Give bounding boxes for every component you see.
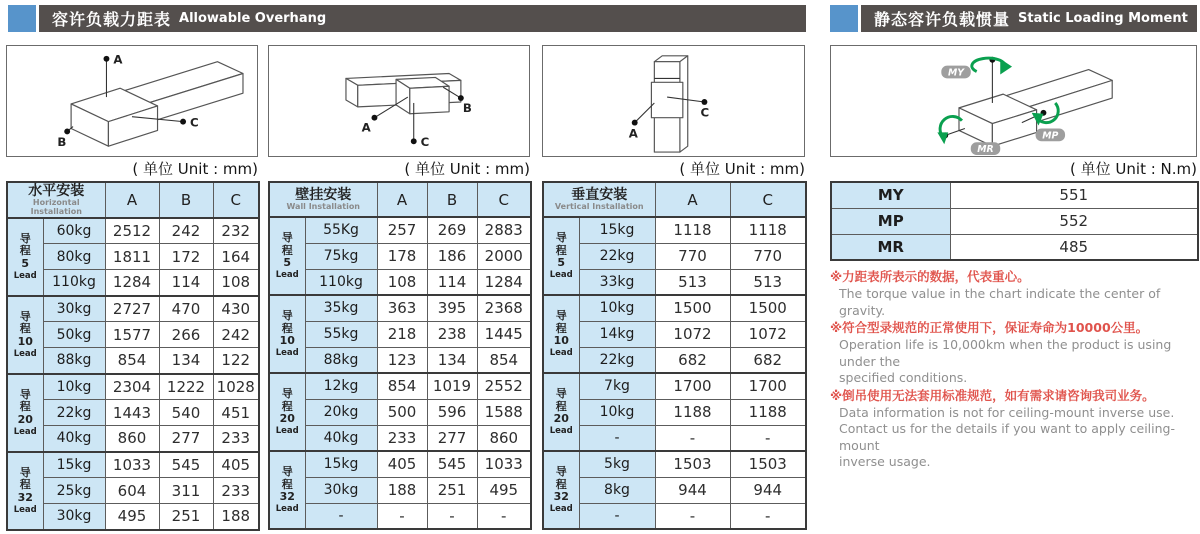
column-header-a: A [655, 182, 730, 217]
value-cell: 108 [377, 269, 427, 295]
table-row [543, 399, 806, 425]
column-header-c: C [213, 182, 259, 218]
note-zh: ※力距表所表示的数据，代表重心。 [830, 269, 1030, 284]
value-cell: 1072 [730, 321, 806, 347]
moment-name-cell: MR [831, 234, 950, 260]
table-row [543, 217, 806, 243]
table-row [543, 425, 806, 451]
value-cell: 257 [377, 217, 427, 243]
value-cell: 395 [427, 295, 477, 321]
value-cell: 513 [655, 269, 730, 295]
moment-name-cell: MP [831, 208, 950, 234]
value-cell: 596 [427, 399, 477, 425]
value-cell: - [477, 503, 531, 529]
value-cell: 123 [377, 347, 427, 373]
wall-rail-drawing [269, 46, 529, 156]
overhang-table [542, 181, 807, 530]
point-c-label: C [700, 105, 710, 120]
horizontal-install-diagram [6, 45, 258, 157]
load-cell: 8kg [579, 477, 655, 503]
allowable-overhang-header [8, 5, 806, 32]
moment-value-cell: 552 [950, 208, 1198, 234]
value-cell: 114 [159, 270, 213, 296]
load-cell: - [579, 425, 655, 451]
column-header-b: B [159, 182, 213, 218]
point-b-dot [64, 129, 70, 135]
value-cell: 470 [159, 296, 213, 322]
value-cell: - [427, 503, 477, 529]
lead-group-label: 导 程 20 Lead [269, 373, 305, 451]
value-cell: 251 [159, 504, 213, 530]
value-cell: 495 [477, 477, 531, 503]
value-cell: 172 [159, 244, 213, 270]
horizontal-rail-drawing [7, 46, 257, 156]
value-cell: 1019 [427, 373, 477, 399]
point-c-dot [701, 99, 707, 105]
table-row [7, 426, 259, 452]
vertical-rail-drawing [543, 46, 804, 156]
value-cell: - [655, 425, 730, 451]
lead-group-label: 导 程 20 Lead [7, 374, 43, 452]
value-cell: 2727 [105, 296, 159, 322]
lead-group-label: 导 程 10 Lead [543, 295, 579, 373]
value-cell: 405 [213, 452, 259, 478]
point-a-dot [632, 120, 638, 126]
load-cell: 12kg [305, 373, 377, 399]
value-cell: 770 [655, 243, 730, 269]
load-cell: 5kg [579, 451, 655, 477]
value-cell: 233 [377, 425, 427, 451]
load-cell: 55Kg [305, 217, 377, 243]
mp-label: MP [1042, 130, 1059, 142]
note-en: The torque value in the chart indicate the center of gravity. [839, 286, 1161, 318]
load-cell: 15kg [43, 452, 105, 478]
table-row [7, 400, 259, 426]
table-row [269, 373, 531, 399]
table-row [269, 477, 531, 503]
value-cell: 2304 [105, 374, 159, 400]
value-cell: - [377, 503, 427, 529]
value-cell: 134 [427, 347, 477, 373]
vertical-table-container [542, 181, 807, 530]
value-cell: 233 [213, 426, 259, 452]
moment-table [830, 181, 1199, 261]
table-row [269, 321, 531, 347]
wall-install-diagram [268, 45, 530, 157]
table-row [7, 244, 259, 270]
value-cell: 1028 [213, 374, 259, 400]
load-cell: 60kg [43, 218, 105, 244]
table-row [7, 270, 259, 296]
load-cell: 10kg [579, 295, 655, 321]
value-cell: 1188 [655, 399, 730, 425]
point-b-label: B [462, 100, 472, 115]
table-row [831, 182, 1198, 208]
value-cell: 770 [730, 243, 806, 269]
load-cell: 80kg [43, 244, 105, 270]
value-cell: 604 [105, 478, 159, 504]
value-cell: 269 [427, 217, 477, 243]
value-cell: 545 [159, 452, 213, 478]
load-cell: 88kg [43, 348, 105, 374]
load-cell: 55kg [305, 321, 377, 347]
value-cell: 232 [213, 218, 259, 244]
value-cell: 134 [159, 348, 213, 374]
load-cell: 10kg [43, 374, 105, 400]
value-cell: 854 [477, 347, 531, 373]
table-row [7, 478, 259, 504]
table-row [269, 295, 531, 321]
value-cell: 513 [730, 269, 806, 295]
value-cell: 218 [377, 321, 427, 347]
note-en: Contact us for the details if you want to apply ceiling-mount [839, 421, 1175, 453]
notes-section [830, 268, 1197, 471]
load-cell: 22kg [43, 400, 105, 426]
note-en: inverse usage. [839, 454, 931, 470]
value-cell: 1588 [477, 399, 531, 425]
vertical-install-diagram [542, 45, 805, 157]
value-cell: 242 [159, 218, 213, 244]
point-c-label: C [420, 135, 430, 150]
value-cell: 1118 [655, 217, 730, 243]
value-cell: 682 [730, 347, 806, 373]
value-cell: 233 [213, 478, 259, 504]
load-cell: 110kg [43, 270, 105, 296]
value-cell: - [730, 425, 806, 451]
note-zh: ※倒吊使用无法套用标准规范，如有需求请咨询我司业务。 [830, 387, 1155, 403]
note-en: specified conditions. [839, 370, 968, 386]
accent-square [830, 5, 858, 32]
value-cell: 860 [477, 425, 531, 451]
column-header-a: A [377, 182, 427, 217]
value-cell: 430 [213, 296, 259, 322]
table-row [543, 295, 806, 321]
point-b-label: B [57, 135, 67, 150]
load-cell: 30kg [305, 477, 377, 503]
value-cell: 1284 [477, 269, 531, 295]
value-cell: - [730, 503, 806, 529]
value-cell: 854 [105, 348, 159, 374]
value-cell: 242 [213, 322, 259, 348]
value-cell: 108 [213, 270, 259, 296]
section-title-zh: 容许负载力距表 [52, 10, 172, 29]
value-cell: 1445 [477, 321, 531, 347]
column-header-a: A [105, 182, 159, 218]
column-header-c: C [730, 182, 806, 217]
note-en: Operation life is 10,000km when the product is using under the [839, 337, 1172, 369]
mr-label: MR [977, 144, 994, 156]
value-cell: 363 [377, 295, 427, 321]
table-row [7, 348, 259, 374]
note-block [830, 387, 1197, 471]
lead-group-label: 导 程 5 Lead [269, 217, 305, 295]
point-c-label: C [189, 115, 199, 130]
table-row [543, 477, 806, 503]
table-row [831, 234, 1198, 260]
static-loading-moment-header [830, 5, 1197, 32]
value-cell: 1577 [105, 322, 159, 348]
lead-group-label: 导 程 32 Lead [543, 451, 579, 529]
load-cell: 110kg [305, 269, 377, 295]
value-cell: 944 [730, 477, 806, 503]
value-cell: 311 [159, 478, 213, 504]
my-label: MY [948, 67, 965, 79]
value-cell: 1503 [655, 451, 730, 477]
column-header-c: C [477, 182, 531, 217]
table-row [269, 269, 531, 295]
load-cell: 7kg [579, 373, 655, 399]
load-cell: 22kg [579, 347, 655, 373]
value-cell: 1188 [730, 399, 806, 425]
accent-square [8, 5, 36, 32]
table-row [269, 399, 531, 425]
moment-diagram [830, 45, 1197, 157]
wall-table-container [268, 181, 532, 530]
value-cell: 1033 [105, 452, 159, 478]
value-cell: 495 [105, 504, 159, 530]
unit-label-mm: ( 单位 Unit : mm) [404, 160, 530, 178]
load-cell: 15kg [305, 451, 377, 477]
table-row [269, 217, 531, 243]
unit-label-mm: ( 单位 Unit : mm) [679, 160, 805, 178]
value-cell: 860 [105, 426, 159, 452]
load-cell: 10kg [579, 399, 655, 425]
table-row [269, 243, 531, 269]
point-a-dot [104, 56, 110, 62]
point-c-dot [411, 138, 417, 144]
load-cell: 35kg [305, 295, 377, 321]
lead-group-label: 导 程 32 Lead [7, 452, 43, 530]
table-row [269, 347, 531, 373]
value-cell: 1500 [730, 295, 806, 321]
note-en: Data information is not for ceiling-mount inverse use. [839, 404, 1175, 420]
load-cell: - [579, 503, 655, 529]
title-bar [39, 5, 806, 32]
table-title: 垂直安装 Vertical Installation [543, 182, 655, 217]
value-cell: 1033 [477, 451, 531, 477]
value-cell: 122 [213, 348, 259, 374]
lead-group-label: 导 程 10 Lead [7, 296, 43, 374]
moment-value-cell: 485 [950, 234, 1198, 260]
value-cell: 178 [377, 243, 427, 269]
moment-table-container [830, 181, 1199, 261]
title-bar [861, 5, 1197, 32]
table-title: 水平安装 Horizontal Installation [7, 182, 105, 218]
column-header-b: B [427, 182, 477, 217]
table-row [7, 296, 259, 322]
section-title-en: Static Loading Moment [1018, 11, 1188, 26]
table-row [831, 208, 1198, 234]
load-cell: 88kg [305, 347, 377, 373]
load-cell: 14kg [579, 321, 655, 347]
table-title: 壁挂安装 Wall Installation [269, 182, 377, 217]
value-cell: 405 [377, 451, 427, 477]
value-cell: 2368 [477, 295, 531, 321]
value-cell: 188 [213, 504, 259, 530]
value-cell: 1500 [655, 295, 730, 321]
table-row [543, 373, 806, 399]
value-cell: - [655, 503, 730, 529]
moment-name-cell: MY [831, 182, 950, 208]
value-cell: 266 [159, 322, 213, 348]
table-row [543, 347, 806, 373]
load-cell: 22kg [579, 243, 655, 269]
load-cell: 75kg [305, 243, 377, 269]
value-cell: 1700 [655, 373, 730, 399]
value-cell: 1118 [730, 217, 806, 243]
value-cell: 451 [213, 400, 259, 426]
value-cell: 277 [427, 425, 477, 451]
value-cell: 1503 [730, 451, 806, 477]
section-title-zh: 静态容许负载惯量 [874, 10, 1011, 29]
value-cell: 2512 [105, 218, 159, 244]
value-cell: 1811 [105, 244, 159, 270]
lead-group-label: 导 程 10 Lead [269, 295, 305, 373]
overhang-table [6, 181, 260, 531]
point-a-dot [372, 115, 378, 121]
lead-group-label: 导 程 32 Lead [269, 451, 305, 529]
value-cell: 1700 [730, 373, 806, 399]
load-cell: - [305, 503, 377, 529]
table-row [543, 503, 806, 529]
note-zh: ※符合型录规范的正常使用下，保证寿命为10000公里。 [830, 320, 1149, 336]
moment-value-cell: 551 [950, 182, 1198, 208]
lead-group-label: 导 程 5 Lead [7, 218, 43, 296]
value-cell: 114 [427, 269, 477, 295]
value-cell: 944 [655, 477, 730, 503]
load-cell: 40kg [305, 425, 377, 451]
section-title-en: Allowable Overhang [179, 11, 327, 26]
point-a-label: A [628, 126, 638, 141]
value-cell: 238 [427, 321, 477, 347]
table-row [543, 321, 806, 347]
table-row [543, 269, 806, 295]
unit-label-nm: ( 单位 Unit : N.m) [1070, 160, 1197, 178]
value-cell: 2000 [477, 243, 531, 269]
value-cell: 2552 [477, 373, 531, 399]
table-row [7, 452, 259, 478]
value-cell: 1443 [105, 400, 159, 426]
point-a-label: A [361, 120, 371, 135]
overhang-table [268, 181, 532, 530]
load-cell: 40kg [43, 426, 105, 452]
note-block [830, 319, 1197, 387]
value-cell: 164 [213, 244, 259, 270]
moment-rail-drawing [831, 46, 1196, 156]
value-cell: 1222 [159, 374, 213, 400]
value-cell: 682 [655, 347, 730, 373]
value-cell: 500 [377, 399, 427, 425]
load-cell: 30kg [43, 504, 105, 530]
load-cell: 30kg [43, 296, 105, 322]
load-cell: 20kg [305, 399, 377, 425]
value-cell: 188 [377, 477, 427, 503]
table-row [7, 374, 259, 400]
unit-label-mm: ( 单位 Unit : mm) [132, 160, 258, 178]
table-row [543, 451, 806, 477]
lead-group-label: 导 程 20 Lead [543, 373, 579, 451]
load-cell: 15kg [579, 217, 655, 243]
point-c-dot [180, 119, 186, 125]
table-row [269, 451, 531, 477]
table-row [7, 322, 259, 348]
value-cell: 545 [427, 451, 477, 477]
value-cell: 1072 [655, 321, 730, 347]
value-cell: 2883 [477, 217, 531, 243]
horizontal-table-container [6, 181, 260, 531]
value-cell: 854 [377, 373, 427, 399]
table-row [7, 218, 259, 244]
value-cell: 277 [159, 426, 213, 452]
load-cell: 33kg [579, 269, 655, 295]
point-a-label: A [113, 52, 123, 67]
value-cell: 1284 [105, 270, 159, 296]
load-cell: 25kg [43, 478, 105, 504]
table-row [7, 504, 259, 530]
table-row [269, 425, 531, 451]
load-cell: 50kg [43, 322, 105, 348]
table-row [543, 243, 806, 269]
value-cell: 251 [427, 477, 477, 503]
value-cell: 186 [427, 243, 477, 269]
table-row [269, 503, 531, 529]
lead-group-label: 导 程 5 Lead [543, 217, 579, 295]
note-block [830, 268, 1197, 319]
value-cell: 540 [159, 400, 213, 426]
